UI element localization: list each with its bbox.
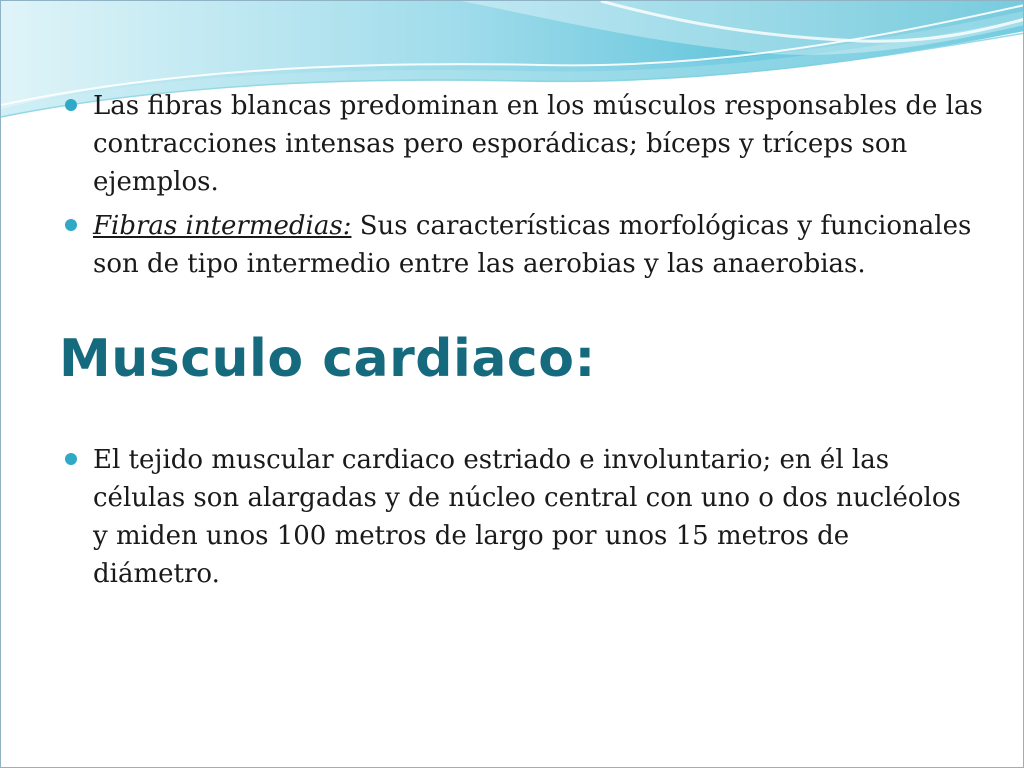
bullet-dot-icon [65,219,77,231]
bullet-text: Las fibras blancas predominan en los músculos responsables de las contracciones intensas pero esporádicas; bíceps y tríceps son ejemplos. [93,91,983,197]
bullet-dot-icon [65,99,77,111]
section-heading: Musculo cardiaco: [59,329,596,389]
bullet-intermediate-fibers [63,207,983,283]
bullet-white-fibers [63,87,983,201]
top-bullet-list [63,87,983,289]
bullet-text: Sus características morfológicas y funcionales son de tipo intermedio entre las aerobias y las anaerobias. [93,211,972,279]
bullet-cardiac-tissue [63,441,983,593]
bullet-text: El tejido muscular cardiaco estriado e involuntario; en él las células son alargadas y de núcleo central con uno o dos nucléolos y miden unos 100 metros de largo por unos 15 metros de diámetro. [93,445,961,589]
bottom-bullet-list [63,441,983,599]
bullet-dot-icon [65,453,77,465]
bullet-term: Fibras intermedias: [93,211,352,241]
